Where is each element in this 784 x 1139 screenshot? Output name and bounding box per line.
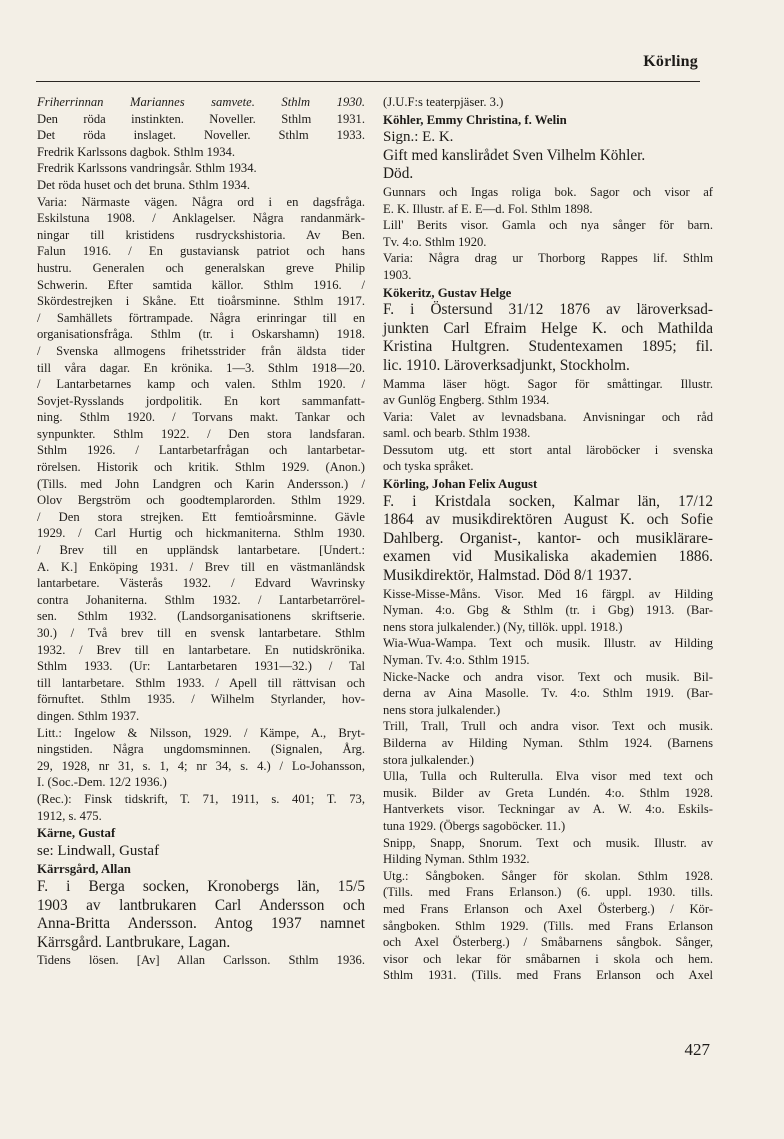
bio-line: F. i Berga socken, Kronobergs län, 15/5 bbox=[37, 877, 365, 895]
right-column bbox=[383, 94, 713, 984]
text-line: rörelsen. Historik och kritik. Sthlm 1929. (Anon.) bbox=[37, 460, 365, 475]
work-line: derna av Aina Masolle. Tv. 4:o. Sthlm 1919. (Bar- bbox=[383, 686, 713, 701]
work-line: sångboken. Sthlm 1929. (Tills. med Frans Erlanson bbox=[383, 918, 713, 933]
work-line: Utg.: Sångboken. Sånger för skolan. Sthlm 1928. bbox=[383, 868, 713, 883]
text-line: synpunkter. Sthlm 1922. / Den stora landsfaran. bbox=[37, 426, 365, 441]
work-line: Gunnars och Ingas roliga bok. Sagor och visor af bbox=[383, 184, 713, 199]
work-line: Nyman. Tv. 4:o. Sthlm 1915. bbox=[383, 653, 530, 667]
work-line: Nyman. 4:o. Gbg & Sthlm (tr. i Gbg) 1913. (Bar- bbox=[383, 603, 713, 618]
text-line: organisationsfråga. Sthlm (tr. i Oskarshamn) 1918. bbox=[37, 327, 365, 342]
work-line: Ulla, Tulla och Rulterulla. Elva visor med text och bbox=[383, 769, 713, 784]
text-line: 29, 1928, nr 31, s. 1, 4; nr 34, s. 4.) / Lo-Johansson, bbox=[37, 758, 365, 773]
text-line: Litt.: Ingelow & Nilsson, 1929. / Kämpe, A., Bryt- bbox=[37, 725, 365, 740]
korling-biography bbox=[383, 493, 713, 586]
bio-line: Gift med kanslirådet Sven Vilhelm Köhler. bbox=[383, 146, 646, 164]
bio-line: Anna-Britta Andersson. Antog 1937 namnet bbox=[37, 915, 365, 933]
text-line: contra Johaniterna. Sthlm 1932. / Lantarbetarrörel- bbox=[37, 592, 365, 607]
work-line: musik. Bilder av Greta Lundén. 4:o. Sthlm 1928. bbox=[383, 785, 713, 800]
work-line: nens stora julkalender.) (Ny, tillök. uppl. 1918.) bbox=[383, 619, 623, 634]
see-reference: se: Lindwall, Gustaf bbox=[37, 842, 160, 859]
work-line: tuna 1929. (Öbergs sagoböcker. 11.) bbox=[383, 818, 566, 833]
work-line: Bilderna av Hilding Nyman. Sthlm 1924. (Barnens bbox=[383, 735, 713, 750]
text-line: lantarbetare. Västerås 1932. / Edvard Wavrinsky bbox=[37, 576, 365, 591]
text-line: Olov Bergström och goodtemplarorden. Sthlm 1929. bbox=[37, 493, 365, 508]
work-line: Hilding Nyman. Sthlm 1932. bbox=[383, 852, 530, 867]
text-line: Sovjet-Rysslands jordpolitik. En kort sammanfatt- bbox=[37, 393, 365, 408]
work-line: Lill' Berits visor. Gamla och nya sånger för barn. bbox=[383, 218, 713, 233]
text-line: Varia: Närmaste vägen. Några ord i en dagsfråga. bbox=[37, 194, 365, 209]
work-line: visor och lekar för småbarnen i skola och hem. bbox=[383, 951, 713, 966]
work-line: och Axel Österberg.) / Småbarnens sångbok. Sånger, bbox=[383, 935, 713, 950]
text-line: 1912, s. 475. bbox=[37, 808, 102, 823]
work-line: E. K. Illustr. af E. E—d. Fol. Sthlm 1898. bbox=[383, 201, 593, 216]
text-line: Det röda huset och det bruna. Sthlm 1934. bbox=[37, 177, 251, 192]
text-line: 30.) / Två brev till en svensk lantarbetare. Sthlm bbox=[37, 626, 365, 640]
bio-line: lic. 1910. Läroverksadjunkt, Stockholm. bbox=[383, 356, 630, 374]
bio-line: 1864 av musikdirektören August K. och Sofie bbox=[383, 511, 713, 529]
bio-line: F. i Östersund 31/12 1876 av läroverksad- bbox=[383, 301, 713, 319]
text-line: till lantarbetare. Sthlm 1933. / Apell till rättvisan och bbox=[37, 675, 365, 690]
work-line: med Frans Erlanson och Axel Österberg.) / Kör- bbox=[383, 901, 713, 916]
left-bibliography bbox=[37, 94, 365, 824]
work-line: Sthlm 1931. (Tills. med Frans Erlanson och Axel bbox=[383, 968, 713, 983]
text-line: ning. Sthlm 1920. / Torvans makt. Tankar och bbox=[37, 410, 365, 425]
page-number: 427 bbox=[684, 1040, 710, 1059]
bio-line: 1903 av lantbrukaren Carl Andersson och bbox=[37, 896, 365, 914]
work-line: nens stora julkalender.) bbox=[383, 702, 501, 717]
karrsgard-biography bbox=[37, 878, 365, 952]
karrsgard-works bbox=[37, 952, 365, 969]
kohler-biography bbox=[383, 147, 713, 184]
text-line: Eskilstuna 1908. / Anklagelser. Några randanmärk- bbox=[37, 211, 365, 226]
work-line: Nicke-Nacke och andra visor. Text och musik. Bil- bbox=[383, 669, 713, 684]
work-line: Hantverkets visor. Teckningar av A. W. 4:o. Eskils- bbox=[383, 802, 713, 817]
text-line: / Brev till en uppländsk lantarbetare. [Undert.: bbox=[37, 543, 365, 558]
work-line: stora julkalender.) bbox=[383, 752, 474, 767]
signature-line: Sign.: E. K. bbox=[383, 129, 454, 146]
bio-line: junkten Carl Efraim Helge K. och Mathilda bbox=[383, 319, 713, 337]
work-line: Varia: Några drag ur Thorborg Rappes lif. Sthlm bbox=[383, 251, 713, 266]
bio-line: Dahlberg. Organist-, kantor- och musiklärare- bbox=[383, 529, 713, 547]
work-line: Mamma läser högt. Sagor för småttingar. Illustr. bbox=[383, 376, 713, 391]
bio-line: Kristina Hultgren. Studentexamen 1895; fil. bbox=[383, 338, 713, 356]
text-line: Schwerin. Efter samtida källor. Sthlm 1916. / bbox=[37, 277, 365, 292]
bio-line: Död. bbox=[383, 165, 414, 183]
text-line: Den röda instinkten. Noveller. Sthlm 1931. bbox=[37, 111, 365, 126]
text-line: A. K.] Enköping 1931. / Brev till en västmanländsk bbox=[37, 559, 365, 574]
korling-works bbox=[383, 586, 713, 984]
left-column bbox=[37, 94, 365, 969]
work-line: 1903. bbox=[383, 267, 412, 282]
text-line: Falun 1916. / En gustaviansk patriot och hans bbox=[37, 244, 365, 259]
text-line: (Tills. med John Landgren och Karin Andersson.) / bbox=[37, 476, 365, 491]
text-line: (Rec.): Finsk tidskrift, T. 71, 1911, s. 401; T. 73, bbox=[37, 791, 365, 806]
entry-heading-kohler: Köhler, Emmy Christina, f. Welin bbox=[383, 112, 567, 127]
kohler-works bbox=[383, 184, 713, 284]
text-line: sen. Sthlm 1932. (Landsorganisationens skriftserie. bbox=[37, 609, 365, 624]
text-line: Fredrik Karlssons vandringsår. Sthlm 1934. bbox=[37, 161, 257, 176]
work-line: av Gunlög Engberg. Sthlm 1934. bbox=[383, 393, 550, 408]
text-line: / Den stora strejken. Ett femtioårsminne. Gävle bbox=[37, 509, 365, 524]
text-line: / Svenska allmogens frihetsstrider från äldsta tider bbox=[37, 343, 365, 358]
text-line: hustru. Generalen och generalskan greve Philip bbox=[37, 260, 365, 275]
text-line: Skördestrejken i Skåne. Ett tioårsminne. Sthlm 1917. bbox=[37, 294, 365, 309]
text-line: Det röda inslaget. Noveller. Sthlm 1933. bbox=[37, 128, 365, 143]
kokeritz-biography bbox=[383, 301, 713, 375]
work-line: Kisse-Misse-Måns. Visor. Med 16 färgpl. av Hilding bbox=[383, 586, 713, 601]
bio-line: Musikdirektör, Halmstad. Död 8/1 1937. bbox=[383, 567, 632, 585]
text-line: förnuftet. Sthlm 1935. / Wilhelm Styrlander, hov- bbox=[37, 692, 365, 707]
header-rule bbox=[36, 81, 700, 82]
work-line: Snipp, Snapp, Snorum. Text och musik. Illustr. av bbox=[383, 835, 713, 850]
entry-heading-karne: Kärne, Gustaf bbox=[37, 826, 116, 841]
work-line: saml. och bearb. Sthlm 1938. bbox=[383, 426, 531, 441]
work-line: Varia: Valet av levnadsbana. Anvisningar och råd bbox=[383, 409, 713, 424]
text-line: dingen. Sthlm 1937. bbox=[37, 708, 140, 723]
running-head: Körling bbox=[643, 53, 698, 70]
entry-heading-kokeritz: Kökeritz, Gustav Helge bbox=[383, 285, 512, 300]
text-line: ningar till kristidens rusdryckshistoria. Av Ben. bbox=[37, 227, 365, 242]
work-line: Trill, Trall, Trull och andra visor. Text och musik. bbox=[383, 719, 713, 734]
bio-line: F. i Kristdala socken, Kalmar län, 17/12 bbox=[383, 492, 713, 510]
entry-heading-korling: Körling, Johan Felix August bbox=[383, 477, 538, 492]
entry-heading-karrsgard: Kärrsgård, Allan bbox=[37, 862, 131, 877]
text-line: till våra dagar. En krönika. 1—3. Sthlm 1918—20. bbox=[37, 360, 365, 375]
kokeritz-works bbox=[383, 376, 713, 476]
text-line: Friherrinnan Mariannes samvete. Sthlm 1930. bbox=[37, 95, 365, 109]
work-line: Tidens lösen. [Av] Allan Carlsson. Sthlm 1936. bbox=[37, 953, 365, 968]
work-line: Tv. 4:o. Sthlm 1920. bbox=[383, 234, 487, 249]
text-line: Sthlm 1926. / Lantarbetarfrågan och lantarbetar- bbox=[37, 443, 365, 458]
text-line: / Lantarbetarnes kamp och valen. Sthlm 1920. / bbox=[37, 377, 365, 392]
work-line: Dessutom utg. ett stort antal läroböcker i svenska bbox=[383, 442, 713, 457]
text-line: Fredrik Karlssons dagbok. Sthlm 1934. bbox=[37, 144, 235, 159]
work-line: Wia-Wua-Wampa. Text och musik. Illustr. av Hilding bbox=[383, 636, 713, 651]
text-line: Sthlm 1933. (Ur: Lantarbetaren 1931—32.) / Tal bbox=[37, 659, 365, 674]
text-line: / Samhällets förtrampade. Några erinringar till en bbox=[37, 310, 365, 325]
bio-line: Kärrsgård. Lantbrukare, Lagan. bbox=[37, 933, 231, 951]
work-line: och tyska språket. bbox=[383, 459, 474, 474]
text-line: 1932. / Brev till en lantarbetare. En nutidskrönika. bbox=[37, 642, 365, 657]
text-line: ningstiden. Några ungdomsminnen. (Signalen, Årg. bbox=[37, 742, 365, 757]
work-line: (Tills. med Frans Erlanson.) (6. uppl. 1930. tills. bbox=[383, 885, 713, 900]
text-line: 1929. / Carl Hurtig och hickmaniterna. Sthlm 1930. bbox=[37, 526, 365, 541]
text-line: I. (Soc.-Dem. 12/2 1936.) bbox=[37, 775, 167, 790]
text-line: (J.U.F:s teaterpjäser. 3.) bbox=[383, 95, 504, 109]
bio-line: examen vid Musikaliska akademien 1886. bbox=[383, 548, 713, 566]
